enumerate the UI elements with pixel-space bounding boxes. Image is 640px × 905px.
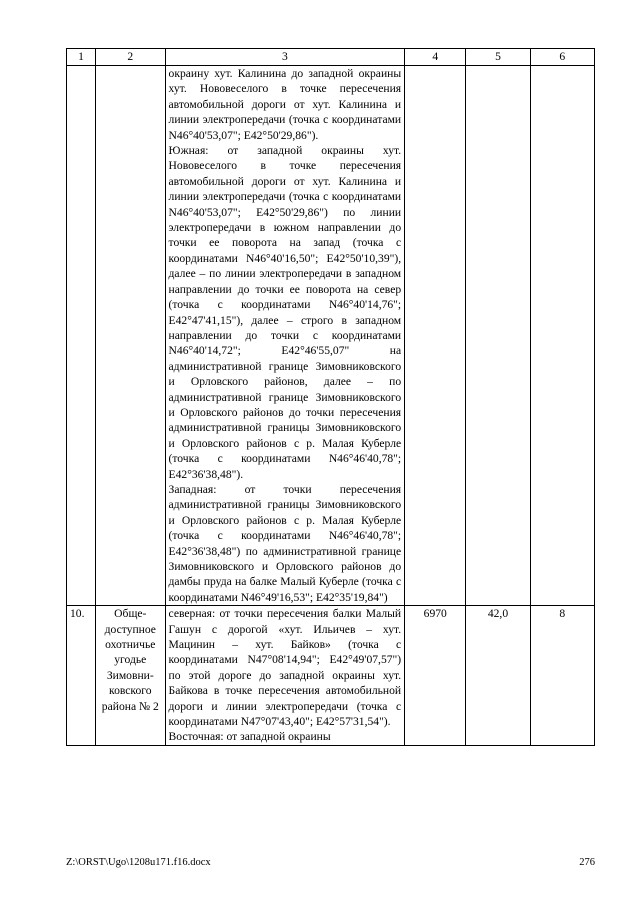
boundary-paragraph: Южная: от западной окраины хут. Нововеселого в точке пересечения автомобильной дороги от хут. Калинина и линии электропередачи (точка с координатами N46°40'53,07"; E42°50'29,86") по линии электропередачи в южном направлении до точки ее поворота на запад (точка с координатами N46°40'16,50"; E42°50'10,39"), далее – по линии электропередачи в западном направлении до точки ее поворота на север (точка с координатами N46°40'14,76"; E42°47'41,15"), далее – строго в западном направлении до точки с координатами N46°40'14,72"; E42°46'55,07" на административной границе Зимовниковского и Орловского районов, далее – по административной границе Зимовниковского и Орловского районов до точки пересечения административной границы Зимовниковского и Орловского районов с р. Малая Куберле (точка с координатами N46°46'40,78"; E42°36'38,48"). (168, 144, 402, 481)
column-number-row (67, 49, 595, 66)
row-number: 10. (67, 606, 96, 746)
col-header-1: 1 (67, 49, 96, 66)
col-header-5: 5 (466, 49, 530, 66)
count-value: 8 (530, 606, 594, 746)
table-row (67, 606, 595, 746)
boundary-paragraph: северная: от точки пересечения балки Малый Гашун с дорогой «хут. Ильичев – хут. Мацинин – хут. Байков» (точка с координатами N47°08'14,94"; E42°49'07,57") по этой дороге до западной окраины хут. Байкова в точке пересечения автомобильной дороги и линии электропередачи (точка с координатами N47°07'43,40"; E42°57'31,54"). (168, 607, 402, 729)
land-description-table (66, 48, 595, 746)
boundary-description (165, 606, 405, 746)
row-name: Обще-доступное охотничье угодье Зимовни-ковского района № 2 (96, 606, 166, 746)
area-value (405, 66, 466, 606)
col-header-2: 2 (96, 49, 166, 66)
percent-value (466, 66, 530, 606)
boundary-paragraph: окраину хут. Калинина до западной окраины хут. Нововеселого в точке пересечения автомобильной дороги от хут. Калинина и линии электропередачи (точка с координатами N46°40'53,07"; E42°50'29,86"). (168, 67, 402, 142)
row-number (67, 66, 96, 606)
table-row (67, 66, 595, 606)
boundary-paragraph: Восточная: от западной окраины (168, 730, 331, 744)
row-name (96, 66, 166, 606)
col-header-4: 4 (405, 49, 466, 66)
percent-value: 42,0 (466, 606, 530, 746)
boundary-paragraph: Западная: от точки пересечения административной границы Зимовниковского и Орловского районов с р. Малая Куберле (точка с координатами N46°46'40,78"; E42°36'38,48") по административной границе Зимовниковского и Орловского районов до дамбы пруда на балке Малый Куберле (точка с координатами N46°49'16,53"; E42°35'19,84") (168, 482, 402, 604)
area-value: 6970 (405, 606, 466, 746)
boundary-description (165, 66, 405, 606)
page-number: 276 (579, 857, 595, 868)
col-header-6: 6 (530, 49, 594, 66)
file-path: Z:\ORST\Ugo\1208u171.f16.docx (66, 857, 211, 868)
col-header-3: 3 (165, 49, 405, 66)
count-value (530, 66, 594, 606)
